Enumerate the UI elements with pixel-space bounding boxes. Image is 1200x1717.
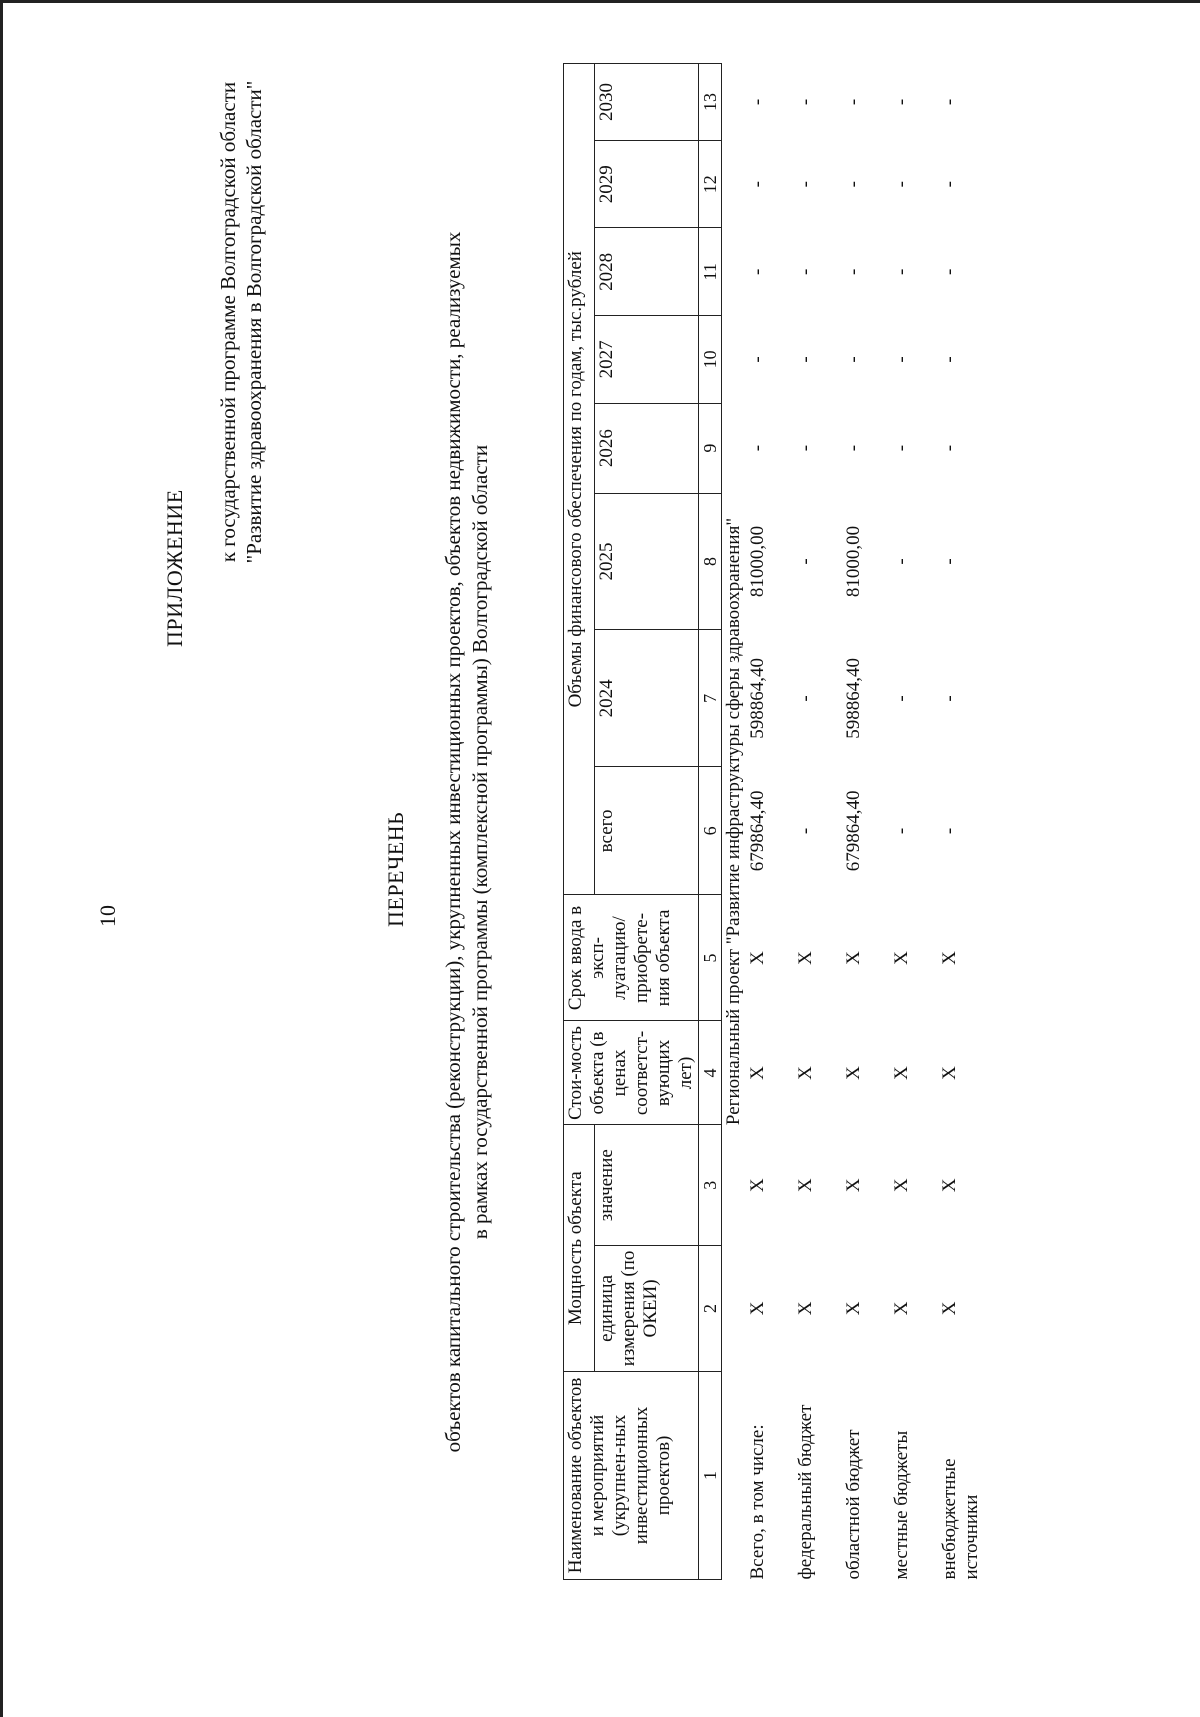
cell-2024: - [939,695,960,702]
cell-2027: - [795,356,816,363]
column-number: 12 [699,140,722,228]
header-capacity: Мощность объекта [564,1125,595,1371]
cell-unit: Х [843,1301,864,1316]
cell-2024: 598864,40 [843,658,864,739]
cell-2027: - [843,356,864,363]
cell-2025: - [939,558,960,565]
header-total: всего [595,767,699,895]
cell-2025: 81000,00 [747,525,768,598]
cell-unit: Х [795,1301,816,1316]
column-number: 3 [699,1125,722,1245]
cell-cost: Х [891,1066,912,1080]
cell-2025: - [891,558,912,565]
cell-2027: - [747,356,768,363]
section-row [722,64,747,1580]
header-term: Срок ввода в эксп-луатацию/ приобрете-ния объекта [564,895,699,1021]
cell-term: Х [891,951,912,965]
appendix-subtitle [215,2,267,642]
header-year-2028: 2028 [595,228,699,316]
header-value: значение [595,1125,699,1245]
cell-2028: - [747,268,768,275]
cell-2026: - [843,444,864,452]
header-financing: Объемы финансового обеспечения по годам, тыс.рублей [564,64,595,895]
appendix-title: ПРИЛОЖЕНИЕ [162,489,187,647]
row-name: областной бюджет [843,1429,864,1580]
cell-2028: - [939,268,960,275]
header-year-2030: 2030 [595,64,699,141]
row-name: федеральный бюджет [795,1404,816,1580]
table-row [794,64,842,1580]
cell-value: Х [891,1178,912,1193]
cell-2026: - [939,444,960,452]
list-title: ПЕРЕЧЕНЬ [383,811,408,927]
cell-2029: - [795,181,816,188]
cell-2029: - [843,181,864,188]
row-name: местные бюджеты [891,1430,912,1580]
cell-2026: - [747,444,768,452]
financing-table [563,63,986,1580]
list-subtitle-line-1: объектов капитального строительства (реконструкции), укрупненных инвестиционных проектов, объектов недвижимости, реализуемых [441,231,465,1453]
cell-2030: - [843,98,864,106]
column-number: 13 [699,64,722,141]
cell-2028: - [795,268,816,275]
column-number-row [699,64,722,1580]
header-year-2026: 2026 [595,403,699,493]
header-name: Наименование объектов и мероприятий (укрупнен-ных инвестиционных проектов) [564,1371,699,1579]
header-year-2027: 2027 [595,316,699,404]
header-cost: Стои-мость объекта (в ценах соответст-вующих лет) [564,1021,699,1125]
cell-total: - [939,827,960,835]
cell-term: Х [747,951,768,965]
cell-2029: - [939,181,960,188]
cell-2025: 81000,00 [843,525,864,598]
header-year-2029: 2029 [595,140,699,228]
cell-value: Х [843,1178,864,1193]
cell-2024: - [891,695,912,702]
row-name: Всего, в том числе: [747,1424,768,1580]
column-number: 4 [699,1021,722,1125]
cell-unit: Х [939,1301,960,1316]
cell-unit: Х [891,1301,912,1316]
cell-cost: Х [747,1066,768,1080]
column-number: 11 [699,228,722,316]
cell-2030: - [795,98,816,106]
cell-term: Х [939,951,960,965]
row-name: внебюджетные источники [939,1458,982,1580]
column-number: 5 [699,895,722,1021]
section-title: Региональный проект "Развитие инфраструктуры сферы здравоохранения" [723,517,744,1126]
cell-2030: - [891,98,912,106]
cell-unit: Х [747,1301,768,1316]
cell-2029: - [891,181,912,188]
cell-value: Х [795,1178,816,1193]
table-row [890,64,938,1580]
cell-cost: Х [843,1066,864,1080]
appendix-line-2: "Развитие здравоохранения в Волгоградской области" [242,80,266,564]
cell-2026: - [795,444,816,452]
cell-term: Х [843,951,864,965]
table-row [746,64,794,1580]
table-row [842,64,890,1580]
table-row [938,64,986,1580]
cell-total: - [795,827,816,835]
cell-2025: - [795,558,816,565]
column-number: 8 [699,493,722,630]
column-number: 9 [699,403,722,493]
header-year-2025: 2025 [595,493,699,630]
cell-cost: Х [795,1066,816,1080]
column-number: 1 [699,1371,722,1579]
column-number: 10 [699,316,722,404]
cell-cost: Х [939,1066,960,1080]
cell-term: Х [795,951,816,965]
cell-2029: - [747,181,768,188]
header-year-2024: 2024 [595,630,699,767]
cell-2027: - [939,356,960,363]
cell-value: Х [747,1178,768,1193]
cell-2026: - [891,444,912,452]
cell-total: 679864,40 [843,790,864,872]
cell-2030: - [747,98,768,106]
cell-2027: - [891,356,912,363]
cell-value: Х [939,1178,960,1193]
column-number: 6 [699,767,722,895]
cell-2024: 598864,40 [747,658,768,739]
column-number: 7 [699,630,722,767]
page-number: 10 [95,905,120,927]
appendix-line-1: к государственной программе Волгоградской области [216,81,240,563]
list-subtitle [440,62,494,1622]
cell-total: 679864,40 [747,790,768,872]
cell-2024: - [795,695,816,702]
header-unit: единица измерения (по ОКЕИ) [595,1245,699,1371]
column-number: 2 [699,1245,722,1371]
cell-2028: - [843,268,864,275]
cell-2030: - [939,98,960,106]
cell-total: - [891,827,912,835]
list-subtitle-line-2: в рамках государственной программы (комплексной программы) Волгоградской области [468,444,492,1240]
cell-2028: - [891,268,912,275]
